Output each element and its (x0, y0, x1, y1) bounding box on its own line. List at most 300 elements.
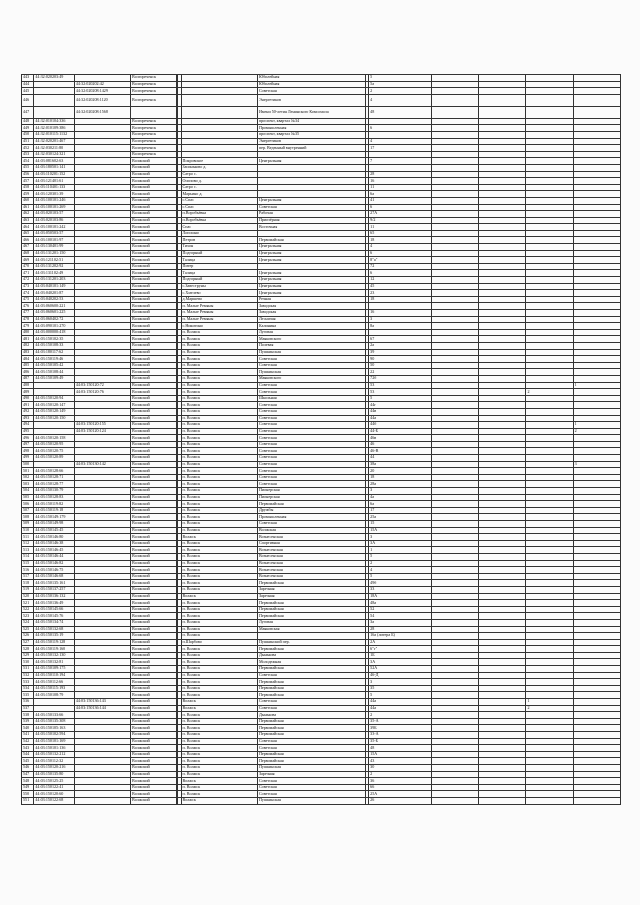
cadastral-number-cell: 44:03:150120:89 (34, 455, 74, 462)
table-row (22, 422, 621, 429)
extra-col-2-cell (479, 375, 526, 382)
extra-col-4-cell (573, 131, 620, 138)
row-number-cell: 546 (22, 764, 34, 771)
extra-col-4-cell (573, 521, 620, 528)
extra-col-1-cell (432, 461, 479, 468)
cadastral-number-alt-cell (74, 362, 130, 369)
table-row (22, 118, 621, 125)
district-cell: Волгореченск (131, 138, 177, 145)
extra-col-2-cell (479, 270, 526, 277)
extra-col-2-cell (479, 699, 526, 706)
settlement-cell: Сатро с. (181, 171, 257, 178)
extra-col-1-cell (432, 534, 479, 541)
row-number-cell: 495 (22, 428, 34, 435)
extra-col-2-cell (479, 501, 526, 508)
extra-col-2-cell (479, 422, 526, 429)
house-number-cell: 23 (369, 290, 432, 297)
extra-col-1-cell (432, 797, 479, 804)
settlement-cell: п. Волжск (181, 573, 257, 580)
extra-col-2-cell (479, 191, 526, 198)
cadastral-number-cell: 44:03:100101:242 (34, 224, 74, 231)
street-cell: Вознесенская (257, 534, 365, 541)
extra-col-3-cell (526, 342, 573, 349)
cadastral-number-alt-cell (74, 448, 130, 455)
extra-col-1-cell (432, 468, 479, 475)
extra-col-2-cell (479, 725, 526, 732)
extra-col-2-cell (479, 652, 526, 659)
table-row (22, 145, 621, 152)
cadastral-number-alt-cell (74, 250, 130, 257)
settlement-cell: п. Волжск (181, 600, 257, 607)
extra-col-4-cell (573, 771, 620, 778)
extra-col-2-cell (479, 303, 526, 310)
settlement-cell: п. Волжск (181, 468, 257, 475)
row-number-cell: 445 (22, 88, 34, 95)
settlement-cell: п. Волжск (181, 448, 257, 455)
cadastral-number-cell: 44:03:150146:45 (34, 547, 74, 554)
district-cell: Волжский (131, 316, 177, 323)
street-cell: Советская (257, 784, 365, 791)
house-number-cell: 6"г" (369, 646, 432, 653)
extra-col-4-cell (573, 501, 620, 508)
extra-col-1-cell (432, 336, 479, 343)
extra-col-1-cell (432, 428, 479, 435)
extra-col-3-cell (526, 290, 573, 297)
district-cell: Волжский (131, 382, 177, 389)
cadastral-number-cell: 44:03:100101:97 (34, 237, 74, 244)
extra-col-2-cell (479, 705, 526, 712)
cadastral-number-alt-cell (74, 211, 130, 218)
extra-col-3-cell: 2 (526, 705, 573, 712)
street-cell: Лесничая (257, 316, 365, 323)
street-cell: Луговая (257, 329, 365, 336)
cadastral-number-cell: 44:03:180501:141 (34, 164, 74, 171)
row-number-cell: 544 (22, 751, 34, 758)
extra-col-3-cell (526, 145, 573, 152)
extra-col-4-cell (573, 718, 620, 725)
street-cell: Советская (257, 672, 365, 679)
extra-col-1-cell (432, 685, 479, 692)
street-cell: Рабочая (257, 211, 365, 218)
extra-col-3-cell (526, 277, 573, 284)
cadastral-number-cell: 44:03:150128:71 (34, 474, 74, 481)
cadastral-number-alt-cell (74, 191, 130, 198)
cadastral-number-cell: 44:03:150120:150 (34, 415, 74, 422)
extra-col-3-cell (526, 619, 573, 626)
table-row (22, 547, 621, 554)
house-number-cell: 44а (369, 705, 432, 712)
district-cell: Волгореченск (131, 118, 177, 125)
settlement-cell: п. Волжск (181, 764, 257, 771)
street-cell: Первомайская (257, 685, 365, 692)
cadastral-number-cell: 44:03:150109:49 (34, 375, 74, 382)
house-number-cell (369, 303, 432, 310)
cadastral-number-alt-cell (74, 633, 130, 640)
row-number-cell: 498 (22, 448, 34, 455)
extra-col-3-cell (526, 573, 573, 580)
extra-col-1-cell (432, 692, 479, 699)
district-cell: Волжский (131, 692, 177, 699)
extra-col-3-cell (526, 507, 573, 514)
row-number-cell: 460 (22, 197, 34, 204)
settlement-cell: п. Волжск (181, 395, 257, 402)
extra-col-1-cell (432, 560, 479, 567)
settlement-cell (181, 125, 257, 132)
district-cell: Волжский (131, 639, 177, 646)
row-number-cell: 468 (22, 250, 34, 257)
settlement-cell: п. Волжск (181, 586, 257, 593)
extra-col-3-cell (526, 382, 573, 389)
street-cell (257, 178, 365, 185)
district-cell: Волгореченск (131, 75, 177, 82)
street-cell: Первомайская (257, 666, 365, 673)
house-number-cell: 3А (369, 540, 432, 547)
extra-col-4-cell (573, 507, 620, 514)
extra-col-4-cell (573, 316, 620, 323)
table-row (22, 461, 621, 468)
house-number-cell: 18 (369, 296, 432, 303)
extra-col-3-cell (526, 771, 573, 778)
house-number-cell: 52А (369, 666, 432, 673)
table-row (22, 106, 621, 118)
extra-col-1-cell (432, 217, 479, 224)
extra-col-1-cell (432, 540, 479, 547)
registry-body (22, 75, 621, 805)
row-number-cell: 471 (22, 270, 34, 277)
extra-col-4-cell (573, 224, 620, 231)
extra-col-3-cell (526, 626, 573, 633)
table-row (22, 672, 621, 679)
district-cell: Волжский (131, 204, 177, 211)
row-number-cell: 456 (22, 171, 34, 178)
street-cell: Волжская (257, 527, 365, 534)
street-cell: Советская (257, 461, 365, 468)
street-cell: Центральная (257, 158, 365, 165)
extra-col-3-cell (526, 237, 573, 244)
extra-col-1-cell (432, 507, 479, 514)
extra-col-4-cell (573, 349, 620, 356)
row-number-cell: 463 (22, 217, 34, 224)
cadastral-number-cell: 44:03:150109:175 (34, 666, 74, 673)
house-number-cell: 16 (369, 178, 432, 185)
street-cell: Советская (257, 474, 365, 481)
extra-col-3-cell (526, 158, 573, 165)
extra-col-3-cell (526, 652, 573, 659)
settlement-cell: Талица (181, 257, 257, 264)
table-row (22, 778, 621, 785)
cadastral-number-cell: 44:03:150119:18 (34, 507, 74, 514)
district-cell: Волжский (131, 527, 177, 534)
table-row (22, 230, 621, 237)
extra-col-2-cell (479, 290, 526, 297)
settlement-cell: п. Волжск (181, 652, 257, 659)
cadastral-number-alt-cell (74, 481, 130, 488)
extra-col-3-cell (526, 600, 573, 607)
extra-col-3-cell (526, 75, 573, 82)
cadastral-number-alt-cell: 44:32:020208:1120 (74, 94, 130, 106)
cadastral-number-alt-cell (74, 310, 130, 317)
table-row (22, 468, 621, 475)
table-row (22, 501, 621, 508)
street-cell: Дружбы (257, 507, 365, 514)
extra-col-2-cell (479, 224, 526, 231)
cadastral-number-alt-cell (74, 488, 130, 495)
house-number-cell: 44а (369, 699, 432, 706)
cadastral-number-alt-cell (74, 184, 130, 191)
extra-col-1-cell (432, 125, 479, 132)
row-number-cell: 522 (22, 606, 34, 613)
cadastral-number-cell: 44:03:150145:76 (34, 613, 74, 620)
extra-col-4-cell (573, 310, 620, 317)
district-cell: Волжский (131, 560, 177, 567)
row-number-cell: 531 (22, 666, 34, 673)
extra-col-4-cell (573, 791, 620, 798)
settlement-cell: Спас (181, 224, 257, 231)
table-row (22, 158, 621, 165)
extra-col-4-cell (573, 540, 620, 547)
extra-col-3-cell (526, 481, 573, 488)
settlement-cell: п. Волжск (181, 521, 257, 528)
house-number-cell: 44г (369, 402, 432, 409)
row-number-cell: 535 (22, 692, 34, 699)
table-row (22, 586, 621, 593)
table-row (22, 646, 621, 653)
table-row (22, 441, 621, 448)
settlement-cell: Волжск (181, 705, 257, 712)
row-number-cell: 447 (22, 106, 34, 118)
extra-col-4-cell (573, 204, 620, 211)
street-cell: Первомайская (257, 718, 365, 725)
cadastral-number-alt-cell (74, 553, 130, 560)
extra-col-1-cell (432, 481, 479, 488)
cadastral-number-cell: 44:03:150108:44 (34, 369, 74, 376)
cadastral-number-alt-cell (74, 323, 130, 330)
extra-col-2-cell (479, 158, 526, 165)
cadastral-number-alt-cell (74, 474, 130, 481)
extra-col-3-cell (526, 336, 573, 343)
house-number-cell: 44 (369, 455, 432, 462)
street-cell: Спортивная (257, 540, 365, 547)
table-row (22, 250, 621, 257)
extra-col-3-cell (526, 560, 573, 567)
street-cell: Первомайская (257, 600, 365, 607)
table-row (22, 303, 621, 310)
street-cell: Советская (257, 468, 365, 475)
street-cell: Заводская (257, 310, 365, 317)
house-number-cell: 52 (369, 606, 432, 613)
district-cell: Волжский (131, 764, 177, 771)
table-row (22, 171, 621, 178)
cadastral-number-alt-cell (74, 151, 130, 158)
row-number-cell: 448 (22, 118, 34, 125)
extra-col-1-cell (432, 791, 479, 798)
extra-col-3-cell (526, 224, 573, 231)
district-cell: Волжский (131, 672, 177, 679)
district-cell: Волжский (131, 197, 177, 204)
district-cell: Волжский (131, 211, 177, 218)
row-number-cell: 509 (22, 521, 34, 528)
settlement-cell: п. Волжск (181, 375, 257, 382)
settlement-cell: п. Волжск (181, 666, 257, 673)
settlement-cell: п. Волжск (181, 646, 257, 653)
house-number-cell: 15А (369, 527, 432, 534)
extra-col-2-cell (479, 402, 526, 409)
cadastral-number-cell: 44:03:131202:92 (34, 263, 74, 270)
house-number-cell: 12 (369, 277, 432, 284)
row-number-cell: 549 (22, 784, 34, 791)
district-cell: Волжский (131, 422, 177, 429)
row-number-cell: 462 (22, 211, 34, 218)
extra-col-1-cell (432, 514, 479, 521)
district-cell: Волжский (131, 224, 177, 231)
table-row (22, 395, 621, 402)
extra-col-1-cell (432, 415, 479, 422)
district-cell: Волжский (131, 402, 177, 409)
extra-col-4-cell (573, 277, 620, 284)
extra-col-1-cell (432, 375, 479, 382)
extra-col-1-cell (432, 705, 479, 712)
cadastral-number-alt-cell (74, 771, 130, 778)
extra-col-2-cell (479, 712, 526, 719)
street-cell: Первомайская (257, 679, 365, 686)
table-row (22, 514, 621, 521)
settlement-cell (181, 118, 257, 125)
cadastral-number-cell: 44:03:090101:270 (34, 323, 74, 330)
extra-col-1-cell (432, 164, 479, 171)
extra-col-4-cell (573, 336, 620, 343)
extra-col-3-cell (526, 270, 573, 277)
extra-col-4-cell (573, 448, 620, 455)
cadastral-number-alt-cell (74, 567, 130, 574)
row-number-cell: 453 (22, 151, 34, 158)
extra-col-4-cell (573, 270, 620, 277)
house-number-cell (369, 151, 432, 158)
street-cell: Речная (257, 296, 365, 303)
table-row (22, 138, 621, 145)
house-number-cell: 2а (369, 342, 432, 349)
extra-col-2-cell (479, 329, 526, 336)
street-cell: Центральная (257, 277, 365, 284)
house-number-cell: 41 (369, 197, 432, 204)
district-cell: Волжский (131, 494, 177, 501)
row-number-cell: 493 (22, 415, 34, 422)
extra-col-1-cell (432, 362, 479, 369)
settlement-cell: Питер (181, 263, 257, 270)
extra-col-1-cell (432, 81, 479, 88)
house-number-cell: 20 (369, 468, 432, 475)
table-row (22, 534, 621, 541)
cadastral-number-cell: 44:03:020103:57 (34, 211, 74, 218)
district-cell: Волжский (131, 375, 177, 382)
cadastral-number-alt-cell (74, 244, 130, 251)
house-number-cell: 44а (369, 415, 432, 422)
row-number-cell: 492 (22, 408, 34, 415)
extra-col-3-cell (526, 395, 573, 402)
district-cell: Волжский (131, 751, 177, 758)
row-number-cell: 469 (22, 257, 34, 264)
cadastral-number-cell: 44:03:150146:80 (34, 534, 74, 541)
table-row (22, 316, 621, 323)
cadastral-number-cell: 44:03:131201:150 (34, 250, 74, 257)
street-cell: Советская (257, 521, 365, 528)
settlement-cell: п. Волжск (181, 356, 257, 363)
extra-col-4-cell (573, 211, 620, 218)
extra-col-4-cell (573, 514, 620, 521)
row-number-cell: 477 (22, 310, 34, 317)
extra-col-2-cell (479, 356, 526, 363)
cadastral-number-alt-cell (74, 349, 130, 356)
settlement-cell: п. Волжск (181, 494, 257, 501)
street-cell: Пионерская (257, 494, 365, 501)
extra-col-1-cell (432, 494, 479, 501)
street-cell: Вознесенская (257, 560, 365, 567)
cadastral-number-alt-cell (74, 158, 130, 165)
settlement-cell: п.Воробьёвка (181, 217, 257, 224)
extra-col-3-cell (526, 725, 573, 732)
cadastral-number-alt-cell (74, 329, 130, 336)
extra-col-3-cell (526, 408, 573, 415)
cadastral-number-alt-cell: 44:03:150130:142 (74, 461, 130, 468)
street-cell: Энергетиков (257, 138, 365, 145)
table-row (22, 197, 621, 204)
district-cell: Волжский (131, 481, 177, 488)
table-row (22, 784, 621, 791)
house-number-cell: 15А (369, 751, 432, 758)
extra-col-3-cell (526, 81, 573, 88)
extra-col-3-cell (526, 534, 573, 541)
extra-col-4-cell (573, 751, 620, 758)
street-cell (257, 184, 365, 191)
settlement-cell: п. Волжск (181, 633, 257, 640)
cadastral-number-alt-cell (74, 125, 130, 132)
extra-col-1-cell (432, 521, 479, 528)
extra-col-2-cell (479, 619, 526, 626)
table-row (22, 593, 621, 600)
settlement-cell: п. Волжск (181, 745, 257, 752)
row-number-cell: 488 (22, 382, 34, 389)
cadastral-number-cell: 44:03:150135:308 (34, 718, 74, 725)
settlement-cell: п. Волжск (181, 619, 257, 626)
table-row (22, 389, 621, 396)
street-cell: Школьная (257, 395, 365, 402)
row-number-cell: 446 (22, 94, 34, 106)
cadastral-number-alt-cell (74, 138, 130, 145)
row-number-cell: 499 (22, 455, 34, 462)
cadastral-number-cell (34, 389, 74, 396)
cadastral-number-cell: 44:03:050503:57 (34, 230, 74, 237)
extra-col-2-cell (479, 94, 526, 106)
district-cell: Волжский (131, 395, 177, 402)
district-cell: Волжский (131, 547, 177, 554)
street-cell: Первомайская (257, 758, 365, 765)
extra-col-2-cell (479, 197, 526, 204)
table-row (22, 738, 621, 745)
extra-col-1-cell (432, 250, 479, 257)
district-cell: Волжский (131, 428, 177, 435)
extra-col-4-cell (573, 145, 620, 152)
cadastral-number-alt-cell (74, 435, 130, 442)
row-number-cell: 497 (22, 441, 34, 448)
table-row (22, 178, 621, 185)
cadastral-number-cell: 44:03:110201:152 (34, 171, 74, 178)
extra-col-3-cell (526, 659, 573, 666)
cadastral-number-alt-cell (74, 316, 130, 323)
extra-col-4-cell: 1 (573, 382, 620, 389)
cadastral-number-cell: 44:03:150145:66 (34, 606, 74, 613)
table-row (22, 692, 621, 699)
row-number-cell: 543 (22, 745, 34, 752)
table-row (22, 639, 621, 646)
